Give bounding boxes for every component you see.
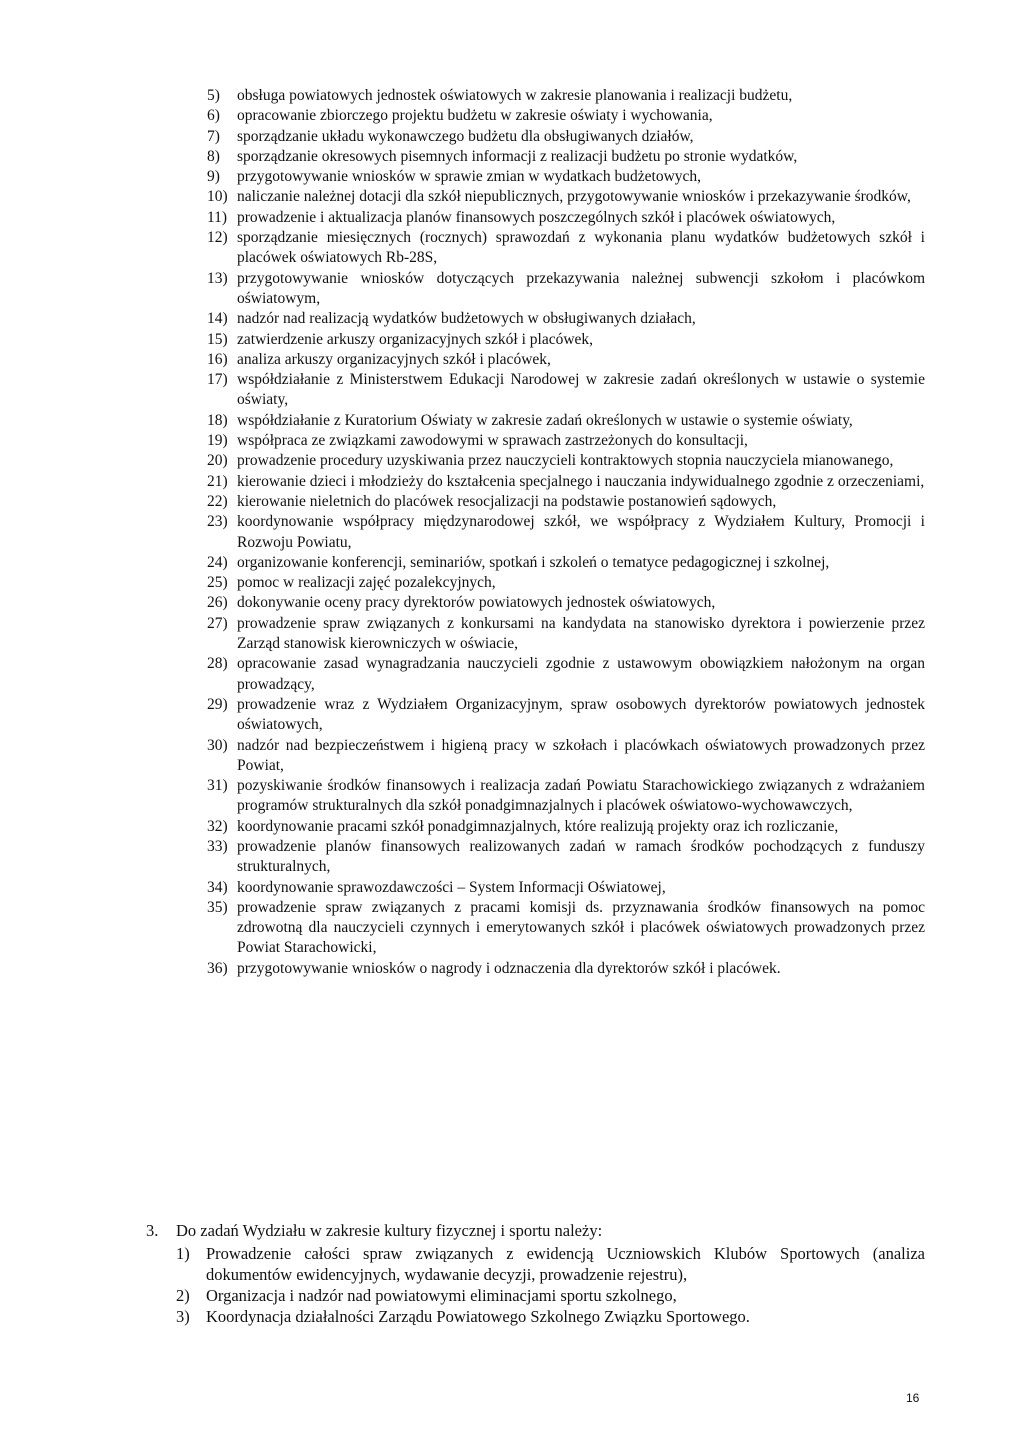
list-item-number: 21) (207, 472, 228, 490)
list-item-number: 25) (207, 574, 228, 592)
list-item-number: 5) (207, 87, 220, 104)
page-number: 16 (906, 1391, 920, 1405)
list-item-text: Prowadzenie całości spraw związanych z ewidencją Uczniowskich Klubów Sportowych (analiza dokumentów ewidencyjnych, wydawanie decyzji, prowadzenie rejestru), (206, 1244, 925, 1284)
list-item (207, 309, 925, 329)
list-item (207, 553, 925, 573)
list-item-number: 11) (207, 208, 228, 226)
list-item (176, 1306, 925, 1327)
list-item (207, 330, 925, 350)
list-item-number: 24) (207, 553, 228, 571)
list-item-number: 6) (207, 107, 220, 125)
list-item-number: 18) (207, 411, 228, 429)
section-3 (146, 1220, 925, 1327)
list-item-number: 34) (207, 878, 228, 896)
list-item-text: opracowanie zbiorczego projektu budżetu w zakresie oświaty i wychowania, (237, 107, 713, 125)
list-item (207, 898, 925, 959)
list-item-text: sporządzanie układu wykonawczego budżetu dla obsługiwanych działów, (237, 127, 694, 145)
list-item-text: kierowanie nieletnich do placówek resocjalizacji na podstawie postanowień sądowych, (237, 492, 777, 510)
list-item (176, 1243, 925, 1285)
list-item (207, 593, 925, 613)
list-item-text: organizowanie konferencji, seminariów, spotkań i szkoleń o tematyce pedagogicznej i szkolnej, (237, 553, 830, 571)
list-item-number: 32) (207, 817, 228, 835)
list-item-text: prowadzenie planów finansowych realizowanych zadań w ramach środków pochodzących z funduszy strukturalnych, (237, 837, 925, 876)
list-item-text: pomoc w realizacji zajęć pozalekcyjnych, (237, 574, 496, 592)
list-item (207, 431, 925, 451)
list-item-text: opracowanie zasad wynagradzania nauczycieli zgodnie z ustawowym obowiązkiem nałożonym na organ prowadzący, (237, 655, 925, 693)
list-item-number: 29) (207, 695, 228, 713)
list-item-text: zatwierdzenie arkuszy organizacyjnych szkół i placówek, (237, 330, 594, 348)
list-item-text: prowadzenie wraz z Wydziałem Organizacyjnym, spraw osobowych dyrektorów powiatowych jednostek oświatowych, (237, 695, 925, 734)
list-item-number: 9) (207, 168, 220, 186)
list-item-number: 26) (207, 594, 228, 612)
list-item (207, 350, 925, 370)
section-heading (146, 1220, 925, 1241)
list-item-number: 35) (207, 898, 228, 916)
list-item-text: współdziałanie z Ministerstwem Edukacji Narodowej w zakresie zadań określonych w ustawie o systemie oświaty, (237, 371, 925, 409)
list-item-text: prowadzenie procedury uzyskiwania przez nauczycieli kontraktowych stopnia nauczyciela mianowanego, (237, 452, 894, 470)
list-item-text: Koordynacja działalności Zarządu Powiatowego Szkolnego Związku Sportowego. (206, 1307, 750, 1326)
list-item (207, 776, 925, 817)
list-item-text: prowadzenie spraw związanych z konkursami na kandydata na stanowisko dyrektora i powierzenie przez Zarząd stanowisk kierowniczych w oświacie, (237, 614, 925, 653)
list-item (207, 959, 925, 979)
list-item (207, 106, 925, 126)
list-item-text: nadzór nad bezpieczeństwem i higieną pracy w szkołach i placówkach oświatowych prowadzonych przez Powiat, (237, 736, 925, 774)
list-item-text: przygotowywanie wniosków o nagrody i odznaczenia dla dyrektorów szkół i placówek. (237, 959, 781, 977)
section-heading-text: Do zadań Wydziału w zakresie kultury fizycznej i sportu należy: (176, 1221, 603, 1240)
section-number: 3. (146, 1221, 159, 1240)
list-item-text: sporządzanie okresowych pisemnych informacji z realizacji budżetu po stronie wydatków, (237, 147, 798, 165)
list-item (207, 492, 925, 512)
list-item-text: współpraca ze związkami zawodowymi w sprawach zastrzeżonych do konsultacji, (237, 432, 748, 450)
list-item-text: obsługa powiatowych jednostek oświatowych w zakresie planowania i realizacji budżetu, (237, 87, 793, 104)
list-item-number: 2) (176, 1286, 190, 1305)
list-item (207, 167, 925, 187)
list-item-number: 13) (207, 269, 228, 287)
list-item (207, 614, 925, 655)
list-item-text: sporządzanie miesięcznych (rocznych) sprawozdań z wykonania planu wydatków budżetowych szkół i placówek oświatowych Rb-28S, (237, 229, 925, 267)
list-item (176, 1285, 925, 1306)
list-item (207, 208, 925, 228)
list-item-text: naliczanie należnej dotacji dla szkół niepublicznych, przygotowywanie wniosków i przekazywanie środków, (237, 188, 911, 206)
list-item (207, 878, 925, 898)
list-item-number: 23) (207, 513, 228, 531)
list-item-number: 27) (207, 614, 228, 632)
list-item (207, 451, 925, 471)
list-item-text: prowadzenie spraw związanych z pracami komisji ds. przyznawania środków finansowych na pomoc zdrowotną dla nauczycieli czynnych i emerytowanych szkół i placówek oświatowych prowadzonych przez Powiat Starachowicki, (237, 898, 925, 957)
list-item (207, 837, 925, 878)
list-item-text: analiza arkuszy organizacyjnych szkół i placówek, (237, 350, 551, 368)
list-item-text: dokonywanie oceny pracy dyrektorów powiatowych jednostek oświatowych, (237, 594, 716, 612)
list-item-text: Organizacja i nadzór nad powiatowymi eliminacjami sportu szkolnego, (206, 1286, 677, 1305)
list-item-text: prowadzenie i aktualizacja planów finansowych poszczególnych szkół i placówek oświatowych, (237, 208, 836, 226)
list-item-number: 7) (207, 127, 220, 145)
list-item (207, 370, 925, 411)
list-item-text: współdziałanie z Kuratorium Oświaty w zakresie zadań określonych w ustawie o systemie oświaty, (237, 411, 853, 429)
list-item (207, 736, 925, 777)
list-item-text: koordynowanie sprawozdawczości – System Informacji Oświatowej, (237, 878, 666, 896)
list-item-number: 1) (176, 1244, 190, 1263)
list-item-text: koordynowanie współpracy międzynarodowej szkół, we współpracy z Wydziałem Kultury, Promocji i Rozwoju Powiatu, (237, 513, 925, 551)
list-item-number: 31) (207, 777, 228, 795)
list-item-number: 19) (207, 432, 228, 450)
list-item (207, 695, 925, 736)
list-item (207, 86, 925, 106)
list-item-number: 8) (207, 147, 220, 165)
list-item-text: pozyskiwanie środków finansowych i realizacja zadań Powiatu Starachowickiego związanych z wdrażaniem programów strukturalnych dla szkół ponadgimnazjalnych i placówek oświatowo-wychowawczych, (237, 777, 925, 815)
list-item (207, 228, 925, 269)
list-item (207, 817, 925, 837)
list-item-text: przygotowywanie wniosków dotyczących przekazywania należnej subwencji szkołom i placówkom oświatowym, (237, 269, 925, 307)
list-item-number: 33) (207, 837, 228, 855)
list-item (207, 147, 925, 167)
list-item-number: 14) (207, 310, 228, 328)
list-item (207, 654, 925, 695)
list-item-number: 15) (207, 330, 228, 348)
list-item (207, 269, 925, 310)
list-item-number: 30) (207, 736, 228, 754)
list-item (207, 187, 925, 207)
list-item-number: 17) (207, 371, 228, 389)
list-item-number: 16) (207, 350, 228, 368)
list-item-text: nadzór nad realizacją wydatków budżetowych w obsługiwanych działach, (237, 310, 696, 328)
list-item-number: 12) (207, 229, 228, 247)
section-3-list (176, 1243, 925, 1327)
list-item-number: 36) (207, 959, 228, 977)
list-item (207, 472, 925, 492)
list-item-text: kierowanie dzieci i młodzieży do kształcenia specjalnego i nauczania indywidualnego zgodnie z orzeczeniami, (237, 472, 925, 490)
list-item-number: 20) (207, 452, 228, 470)
list-item-number: 10) (207, 188, 228, 206)
list-item-number: 3) (176, 1307, 190, 1326)
task-list (207, 86, 925, 979)
list-item-text: koordynowanie pracami szkół ponadgimnazjalnych, które realizują projekty oraz ich rozliczanie, (237, 817, 839, 835)
list-item (207, 127, 925, 147)
list-item (207, 411, 925, 431)
list-item-number: 28) (207, 655, 228, 673)
list-item-number: 22) (207, 492, 228, 510)
list-item (207, 573, 925, 593)
list-item-text: przygotowywanie wniosków w sprawie zmian w wydatkach budżetowych, (237, 168, 702, 186)
list-item (207, 512, 925, 553)
